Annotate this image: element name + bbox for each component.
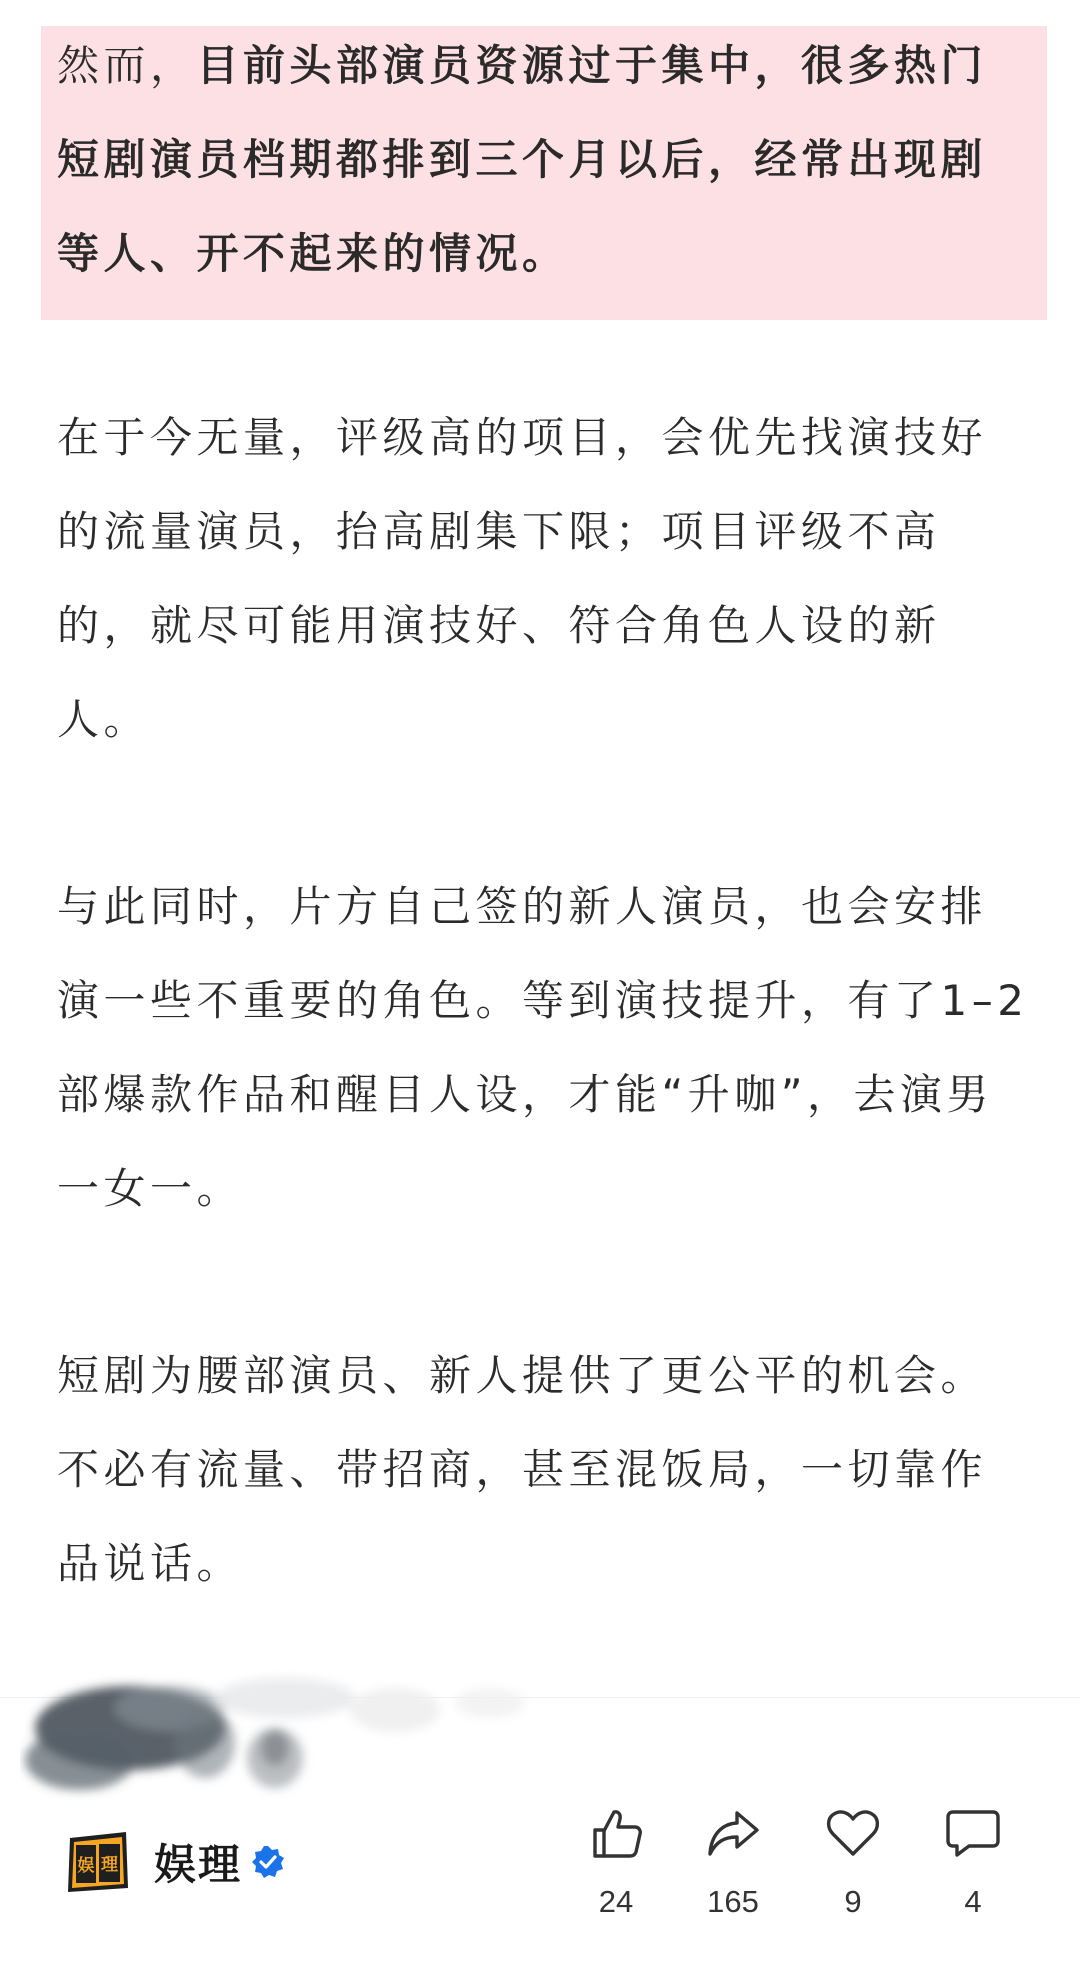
article-paragraph-3: 短剧为腰部演员、新人提供了更公平的机会。不必有流量、带招商，甚至混饭局，一切靠作品说话。 <box>57 1351 988 1588</box>
comment-bubble-icon <box>944 1804 1002 1862</box>
share-button[interactable] <box>678 1804 788 1920</box>
blurred-region <box>20 1668 580 1818</box>
share-count: 165 <box>707 1884 759 1919</box>
like-button[interactable] <box>561 1804 671 1920</box>
comment-button[interactable] <box>918 1804 1028 1920</box>
logo-char-2: 理 <box>101 1855 118 1875</box>
paragraph-bold-text: 目前头部演员资源过于集中，很多热门短剧演员档期都排到三个月以后，经常出现剧等人、开不起来的情况。 <box>57 41 988 278</box>
thumbs-up-icon <box>587 1804 645 1862</box>
comment-count: 4 <box>964 1884 982 1919</box>
article-paragraph-1: 在于今无量，评级高的项目，会优先找演技好的流量演员，抬高剧集下限；项目评级不高的，就尽可能用演技好、符合角色人设的新人。 <box>57 413 988 744</box>
favorite-button[interactable] <box>798 1804 908 1920</box>
article-paragraph-highlight <box>57 19 1032 301</box>
share-arrow-icon <box>704 1804 762 1862</box>
favorite-count: 9 <box>844 1884 862 1919</box>
author-name[interactable]: 娱理 <box>154 1840 243 1889</box>
like-count: 24 <box>598 1884 634 1919</box>
logo-char-1: 娱 <box>77 1856 95 1876</box>
heart-icon <box>824 1804 882 1862</box>
action-bar <box>0 1800 1080 1950</box>
article-paragraph-2: 与此同时，片方自己签的新人演员，也会安排演一些不重要的角色。等到演技提升，有了1–2部爆款作品和醒目人设，才能“升咖”，去演男一女一。 <box>57 882 1029 1213</box>
paragraph-lead: 然而， <box>57 41 197 90</box>
